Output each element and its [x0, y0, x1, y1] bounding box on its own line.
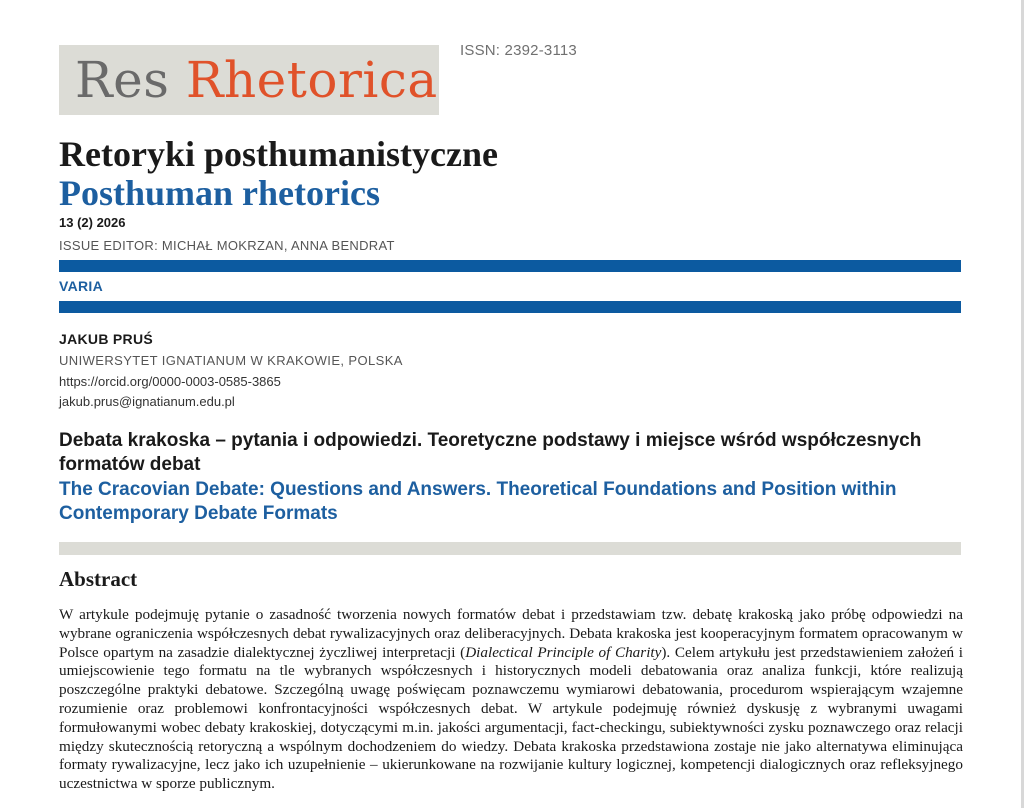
author-affiliation: UNIWERSYTET IGNATIANUM W KRAKOWIE, POLSKA	[59, 353, 403, 368]
journal-logo-text	[75, 49, 438, 111]
author-orcid-link[interactable]: https://orcid.org/0000-0003-0585-3865	[59, 374, 281, 389]
issue-title-pl: Retoryki posthumanistyczne	[59, 134, 498, 174]
author-email-link[interactable]: jakub.prus@ignatianum.edu.pl	[59, 394, 235, 409]
issue-title-en: Posthuman rhetorics	[59, 173, 380, 213]
section-bar-bottom	[59, 301, 961, 313]
article-title-pl: Debata krakoska – pytania i odpowiedzi. Teoretyczne podstawy i miejsce wśród współczesnych formatów debat	[59, 430, 922, 475]
abstract-heading: Abstract	[59, 567, 138, 591]
issue-number: 13 (2) 2026	[59, 215, 126, 230]
abstract-text-italic: Dialectical Principle of Charity	[465, 643, 662, 661]
logo-word-rhetorica: Rhetorica	[185, 51, 438, 109]
abstract-separator	[59, 542, 961, 555]
logo-word-res: Res	[75, 51, 170, 109]
author-name: JAKUB PRUŚ	[59, 331, 154, 347]
journal-logo	[59, 45, 439, 115]
abstract-text-end: ). Celem artykułu jest przedstawieniem założeń i umiejscowienie tego formatu na tle wybranych współczesnych i historycznych modeli debatowania oraz analiza funkcji, które realizują poszczególne praktyki debatowe. Szczególną uwagę poświęcam poznawczemu wymiarowi debatowania, procedurom wspierającym wzajemne rozumienie oraz problemowi konfrontacyjności współczesnych debat. W artykule podejmuję również dyskusję z wybranymi uwagami formułowanymi wobec debaty krakoskiej, dotyczącymi m.in. jakości argumentacji, fact-checkingu, subiektywności zysku poznawczego oraz relacji między skutecznością retoryczną a wspólnym dochodzeniem do wiedzy. Debata krakoska przedstawiona zostaje nie jako alternatywa eliminująca formaty rywalizacyjne, lecz jako ich uzupełnienie – ukierunkowane na rozwijanie kultury logicznej, kompetencji dialogicznych oraz refleksyjnego uczestnictwa w sporze publicznym.	[59, 643, 963, 793]
article-title-en: The Cracovian Debate: Questions and Answers. Theoretical Foundations and Position within Contemporary Debate Formats	[59, 479, 897, 524]
section-label: VARIA	[59, 278, 104, 294]
abstract-body	[59, 606, 963, 794]
abstract-text-start: W artykule podejmuję pytanie o zasadność tworzenia nowych formatów debat i przedstawiam tzw. debatę krakoską jako próbę odpowiedzi na wybrane ograniczenia współczesnych debat rywalizacyjnych oraz deliberacyjnych. Debata krakoska jest kooperacyjnym formatem opracowanym w Polsce opartym na zasadzie dialektycznej życzliwej interpretacji (	[59, 606, 963, 661]
issn: ISSN: 2392-3113	[460, 42, 577, 59]
issue-editor: ISSUE EDITOR: MICHAŁ MOKRZAN, ANNA BENDRAT	[59, 238, 395, 253]
section-bar-top	[59, 260, 961, 272]
